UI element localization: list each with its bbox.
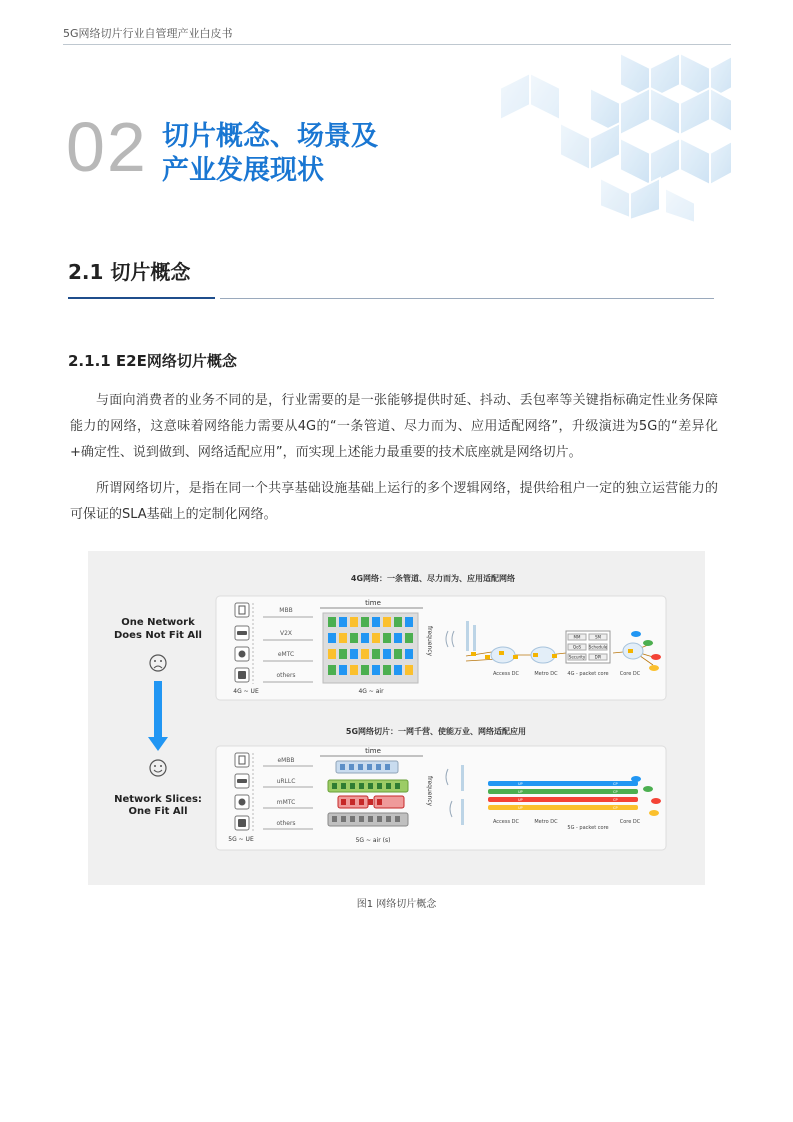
slice-resource-block: [377, 816, 382, 822]
paragraph-2: 所谓网络切片，是指在同一个共享基础设施基础上运行的多个逻辑网络，提供给租户一定的独立运营能力的可保证的SLA基础上的定制化网络。: [70, 481, 718, 522]
resource-block: [350, 665, 358, 675]
top-ue-label: 4G ~ UE: [233, 688, 259, 695]
resource-block: [372, 633, 380, 643]
bottom-ue-label: 5G ~ UE: [228, 836, 254, 843]
header-divider: [63, 44, 731, 45]
slice-resource-block: [377, 799, 382, 805]
bottom-node-label-3: 5G - packet core: [567, 825, 609, 831]
resource-block: [361, 649, 369, 659]
slice-plane-label: UP: [518, 790, 523, 794]
chapter-number: 02: [66, 108, 148, 186]
left-label-1b: Does Not Fit All: [113, 630, 203, 641]
resource-block: [405, 665, 413, 675]
resource-block: [361, 633, 369, 643]
core-box-3: QoS: [572, 644, 582, 650]
running-header: 5G网络切片行业自管理产业白皮书: [63, 27, 233, 40]
chapter-title-line-2: 产业发展现状: [162, 155, 324, 186]
resource-block: [372, 617, 380, 627]
network-slicing-figure: [88, 551, 705, 885]
slice-resource-block: [332, 816, 337, 822]
decorative-cubes: [470, 48, 732, 228]
slice-resource-block: [395, 783, 400, 789]
down-arrow-icon: [148, 681, 168, 751]
resource-block: [361, 617, 369, 627]
slice-plane-label: UP: [518, 798, 523, 802]
slice-resource-block: [359, 783, 364, 789]
resource-block: [405, 633, 413, 643]
top-service-3: eMTC: [277, 651, 295, 658]
bottom-freq-label: frequency: [426, 776, 433, 807]
slice-resource-block: [340, 764, 345, 770]
slice-plane-label: UP: [518, 806, 523, 810]
core-box-1: MM: [573, 634, 581, 640]
top-service-1: MBB: [279, 607, 293, 614]
top-node-label-3: 4G - packet core: [567, 671, 609, 677]
chapter-title-line-1: 切片概念、场景及: [162, 121, 378, 152]
section-heading: 2.1 切片概念: [68, 260, 191, 284]
slice-plane-label: CP: [613, 806, 618, 810]
top-node-label-2: Metro DC: [534, 671, 558, 677]
slice-resource-block: [386, 783, 391, 789]
slice-resource-block: [359, 799, 364, 805]
resource-block: [383, 617, 391, 627]
bottom-node-label-4: Core DC: [619, 819, 641, 825]
top-freq-label: frequency: [426, 626, 433, 657]
section-underline: [220, 298, 714, 299]
resource-block: [394, 633, 402, 643]
top-air-grid: [323, 613, 418, 683]
bottom-time-label: time: [365, 747, 381, 755]
top-air-label: 4G ~ air: [358, 688, 384, 695]
resource-block: [372, 649, 380, 659]
core-box-4: Schedule: [588, 644, 608, 650]
slice-resource-block: [341, 816, 346, 822]
left-label-2b: One Fit All: [128, 806, 188, 817]
slice-plane-label: UP: [518, 782, 523, 786]
resource-block: [339, 617, 347, 627]
resource-block: [339, 633, 347, 643]
resource-block: [372, 665, 380, 675]
left-label-1a: One Network: [121, 617, 195, 628]
phone-icon: [235, 603, 249, 617]
bottom-service-3: mMTC: [276, 799, 296, 806]
slice-resource-block: [377, 783, 382, 789]
slice-resource-block: [395, 816, 400, 822]
slice-resource-block: [358, 764, 363, 770]
bottom-node-label-2: Metro DC: [534, 819, 558, 825]
core-box-5: Security: [568, 654, 586, 660]
slice-resource-block: [341, 783, 346, 789]
resource-block: [328, 633, 336, 643]
phone-icon: [235, 753, 249, 767]
bottom-node-label-1: Access DC: [492, 819, 520, 825]
slice-resource-block: [385, 764, 390, 770]
car-icon: [235, 774, 249, 788]
top-service-2: V2X: [279, 630, 293, 637]
top-time-label: time: [365, 599, 381, 607]
resource-block: [383, 633, 391, 643]
figure-diagram: [88, 551, 705, 885]
resource-block: [394, 617, 402, 627]
slice-resource-block: [368, 783, 373, 789]
train-icon: [235, 668, 249, 682]
train-icon: [235, 816, 249, 830]
top-panel-title: 4G网络：一条管道、尽力而为、应用适配网络: [350, 574, 516, 583]
slice-resource-block: [350, 783, 355, 789]
resource-block: [328, 649, 336, 659]
car-icon: [235, 626, 249, 640]
left-label-2a: Network Slices:: [114, 794, 202, 805]
figure-caption: 图1 网络切片概念: [356, 899, 437, 910]
core-box-2: SM: [595, 634, 601, 640]
slice-resource-block: [341, 799, 346, 805]
paragraph-1: 与面向消费者的业务不同的是，行业需要的是一张能够提供时延、抖动、丢包率等关键指标确定性业务保障能力的网络，这意味着网络能力需要从4G的“一条管道、尽力而为、应用适配网络”，升级演进为5G的“差异化+确定性、说到做到、网络适配应用”，而实现上述能力最重要的技术底座就是网络切片。: [70, 393, 718, 460]
slice-plane-label: CP: [613, 782, 618, 786]
device-icon: [235, 795, 249, 809]
subsection-heading: 2.1.1 E2E网络切片概念: [68, 352, 237, 370]
bottom-panel-title: 5G网络切片：一网千营、使能万业、网络适配应用: [345, 727, 527, 736]
resource-block: [394, 665, 402, 675]
top-node-label-4: Core DC: [619, 671, 641, 677]
slice-resource-block: [349, 764, 354, 770]
slice-resource-block: [386, 816, 391, 822]
resource-block: [394, 649, 402, 659]
resource-block: [339, 649, 347, 659]
slice-resource-block: [368, 816, 373, 822]
resource-block: [350, 649, 358, 659]
section-underline-accent: [68, 297, 215, 299]
bottom-air-label: 5G ~ air (s): [355, 837, 391, 844]
resource-block: [405, 649, 413, 659]
sad-face-icon: [150, 655, 166, 671]
resource-block: [328, 617, 336, 627]
resource-block: [350, 633, 358, 643]
slice-resource-block: [376, 764, 381, 770]
resource-block: [328, 665, 336, 675]
slice-resource-block: [359, 816, 364, 822]
slice-resource-block: [350, 816, 355, 822]
slice-resource-block: [350, 799, 355, 805]
slice-resource-block: [368, 799, 373, 805]
bottom-service-2: uRLLC: [276, 778, 296, 785]
resource-block: [405, 617, 413, 627]
resource-block: [350, 617, 358, 627]
slice-resource-block: [332, 783, 337, 789]
slice-plane-label: CP: [613, 798, 618, 802]
resource-block: [383, 665, 391, 675]
slice-plane-label: CP: [613, 790, 618, 794]
smile-face-icon: [150, 760, 166, 776]
slice-resource-block: [367, 764, 372, 770]
resource-block: [339, 665, 347, 675]
bottom-service-1: eMBB: [277, 757, 295, 764]
chapter-title: [162, 120, 378, 188]
resource-block: [361, 665, 369, 675]
resource-block: [383, 649, 391, 659]
core-box-6: DPI: [594, 654, 602, 660]
device-icon: [235, 647, 249, 661]
bottom-service-4: others: [276, 820, 296, 827]
top-service-4: others: [276, 672, 296, 679]
top-node-label-1: Access DC: [492, 671, 520, 677]
